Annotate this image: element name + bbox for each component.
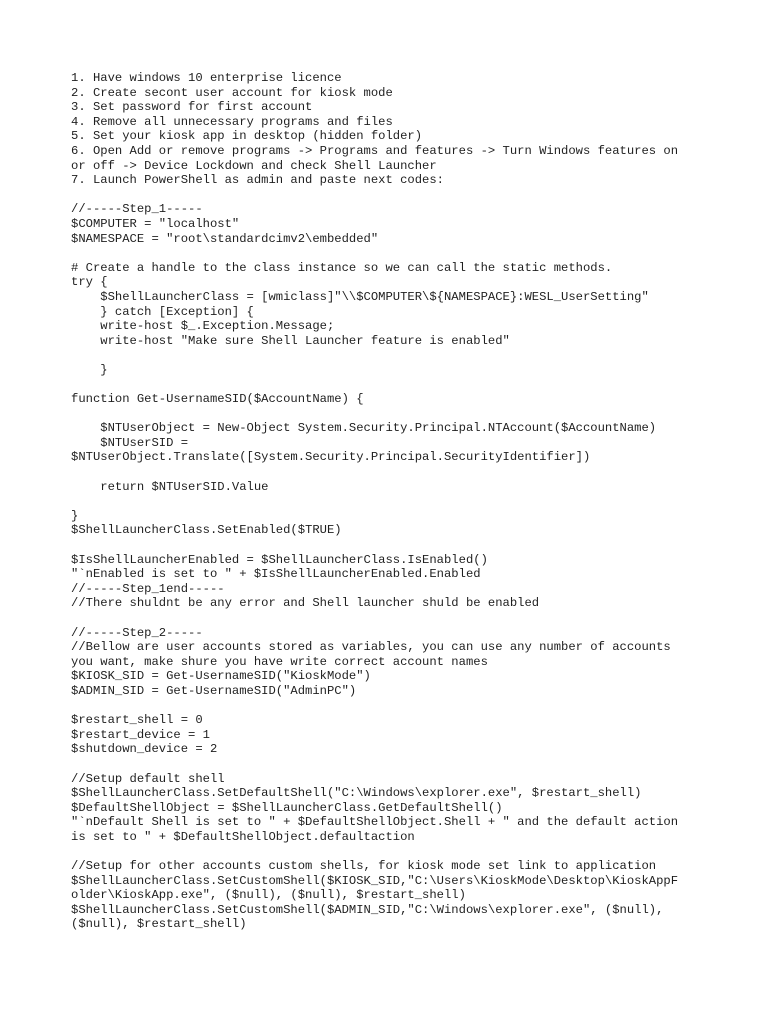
text-line: $ShellLauncherClass.SetEnabled($TRUE) bbox=[71, 523, 342, 538]
text-line: $restart_device = 1 bbox=[71, 727, 210, 742]
text-line: //There shuldnt be any error and Shell launcher shuld be enabled bbox=[71, 596, 540, 611]
text-line: is set to " + $DefaultShellObject.defaultaction bbox=[71, 829, 415, 844]
blank-line bbox=[71, 757, 711, 772]
text-line: write-host $_.Exception.Message; bbox=[71, 319, 335, 334]
text-line: $IsShellLauncherEnabled = $ShellLauncherClass.IsEnabled() bbox=[71, 552, 488, 567]
blank-line bbox=[71, 188, 711, 203]
text-line: or off -> Device Lockdown and check Shell Launcher bbox=[71, 158, 437, 173]
text-line: 2. Create secont user account for kiosk mode bbox=[71, 85, 393, 100]
text-line: # Create a handle to the class instance so we can call the static methods. bbox=[71, 260, 613, 275]
text-line: write-host "Make sure Shell Launcher feature is enabled" bbox=[71, 333, 510, 348]
text-line: $ShellLauncherClass.SetCustomShell($ADMIN_SID,"C:\Windows\explorer.exe", ($null), bbox=[71, 902, 664, 917]
text-line: return $NTUserSID.Value bbox=[71, 479, 269, 494]
text-line: //-----Step_1end----- bbox=[71, 581, 225, 596]
text-line: //-----Step_2----- bbox=[71, 625, 203, 640]
blank-line bbox=[71, 699, 711, 714]
text-line: //Setup default shell bbox=[71, 771, 225, 786]
text-line: $NTUserSID = bbox=[71, 435, 189, 450]
text-line: $COMPUTER = "localhost" bbox=[71, 216, 240, 231]
text-line: try { bbox=[71, 275, 108, 290]
text-line: $ADMIN_SID = Get-UsernameSID("AdminPC") bbox=[71, 683, 357, 698]
document-text bbox=[71, 71, 711, 932]
text-line: function Get-UsernameSID($AccountName) { bbox=[71, 392, 364, 407]
text-line: 3. Set password for first account bbox=[71, 100, 313, 115]
text-line: //Setup for other accounts custom shells, for kiosk mode set link to application bbox=[71, 859, 657, 874]
blank-line bbox=[71, 407, 711, 422]
blank-line bbox=[71, 538, 711, 553]
text-line: } catch [Exception] { bbox=[71, 304, 254, 319]
blank-line bbox=[71, 377, 711, 392]
text-line: $ShellLauncherClass = [wmiclass]"\\$COMPUTER\${NAMESPACE}:WESL_UserSetting" bbox=[71, 289, 649, 304]
text-line: $NTUserObject = New-Object System.Security.Principal.NTAccount($AccountName) bbox=[71, 421, 657, 436]
text-line: $restart_shell = 0 bbox=[71, 713, 203, 728]
blank-line bbox=[71, 844, 711, 859]
blank-line bbox=[71, 465, 711, 480]
text-line: "`nEnabled is set to " + $IsShellLauncherEnabled.Enabled bbox=[71, 567, 481, 582]
text-line: $NAMESPACE = "root\standardcimv2\embedded" bbox=[71, 231, 379, 246]
text-line: $ShellLauncherClass.SetDefaultShell("C:\Windows\explorer.exe", $restart_shell) bbox=[71, 786, 642, 801]
text-line: you want, make shure you have write correct account names bbox=[71, 654, 488, 669]
blank-line bbox=[71, 246, 711, 261]
text-line: $DefaultShellObject = $ShellLauncherClass.GetDefaultShell() bbox=[71, 800, 503, 815]
text-line: } bbox=[71, 362, 108, 377]
text-line: //-----Step_1----- bbox=[71, 202, 203, 217]
text-line: 6. Open Add or remove programs -> Programs and features -> Turn Windows features on bbox=[71, 143, 679, 158]
text-line: 4. Remove all unnecessary programs and files bbox=[71, 114, 393, 129]
text-line: $ShellLauncherClass.SetCustomShell($KIOSK_SID,"C:\Users\KioskMode\Desktop\KioskAppF bbox=[71, 873, 679, 888]
text-line: 1. Have windows 10 enterprise licence bbox=[71, 71, 342, 85]
text-line: 5. Set your kiosk app in desktop (hidden folder) bbox=[71, 129, 423, 144]
blank-line bbox=[71, 611, 711, 626]
text-line: older\KioskApp.exe", ($null), ($null), $restart_shell) bbox=[71, 888, 466, 903]
text-line: $NTUserObject.Translate([System.Security.Principal.SecurityIdentifier]) bbox=[71, 450, 591, 465]
blank-line bbox=[71, 348, 711, 363]
text-line: $shutdown_device = 2 bbox=[71, 742, 218, 757]
blank-line bbox=[71, 494, 711, 509]
text-line: } bbox=[71, 508, 79, 523]
text-line: 7. Launch PowerShell as admin and paste next codes: bbox=[71, 173, 444, 188]
text-line: ($null), $restart_shell) bbox=[71, 917, 247, 932]
text-line: //Bellow are user accounts stored as variables, you can use any number of accounts bbox=[71, 640, 671, 655]
text-line: $KIOSK_SID = Get-UsernameSID("KioskMode") bbox=[71, 669, 371, 684]
text-line: "`nDefault Shell is set to " + $DefaultShellObject.Shell + " and the default action bbox=[71, 815, 679, 830]
